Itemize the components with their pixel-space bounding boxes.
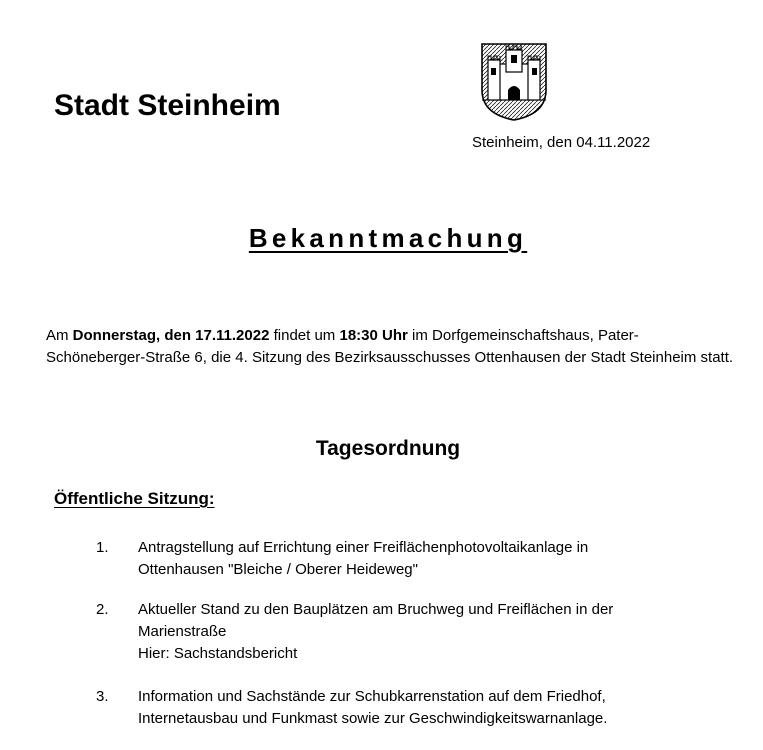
agenda-item-line: Aktueller Stand zu den Bauplätzen am Bruchweg und Freiflächen in der	[138, 601, 614, 618]
agenda-item-number: 2.	[96, 601, 109, 618]
agenda-title: Tagesordnung	[315, 437, 461, 460]
coat-of-arms-icon	[480, 42, 548, 122]
agenda-item-line: Antragstellung auf Errichtung einer Freiflächenphotovoltaikanlage in	[138, 539, 589, 556]
intro-text: findet um	[269, 327, 340, 344]
section-title: Öffentliche Sitzung:	[54, 489, 215, 508]
agenda-item-number: 3.	[96, 688, 109, 705]
agenda-item-text	[138, 537, 698, 581]
intro-text: im Dorfgemeinschaftshaus, Pater-Schöneberger-Straße 6, die 4. Sitzung des Bezirksausschusses Ottenhausen der Stadt Steinheim statt.	[46, 327, 734, 366]
meeting-time: 18:30 Uhr	[339, 327, 408, 344]
agenda-item-text	[138, 686, 698, 730]
agenda-item-line: Information und Sachstände zur Schubkarrenstation auf dem Friedhof,	[138, 688, 606, 705]
agenda-item-number: 1.	[96, 539, 109, 556]
agenda-item-line: Ottenhausen "Bleiche / Oberer Heideweg"	[138, 561, 418, 578]
agenda-item-line: Hier: Sachstandsbericht	[138, 645, 298, 662]
agenda-item-text	[138, 599, 698, 665]
agenda-item-line: Marienstraße	[138, 623, 227, 640]
intro-paragraph	[46, 325, 736, 369]
intro-text: Am	[46, 327, 73, 344]
meeting-date: Donnerstag, den 17.11.2022	[72, 327, 270, 344]
document-date: Steinheim, den 04.11.2022	[472, 134, 651, 151]
agenda-item-line: Internetausbau und Funkmast sowie zur Geschwindigkeitswarnanlage.	[138, 710, 608, 727]
city-name: Stadt Steinheim	[54, 89, 281, 122]
document-title: Bekanntmachung	[248, 223, 528, 253]
